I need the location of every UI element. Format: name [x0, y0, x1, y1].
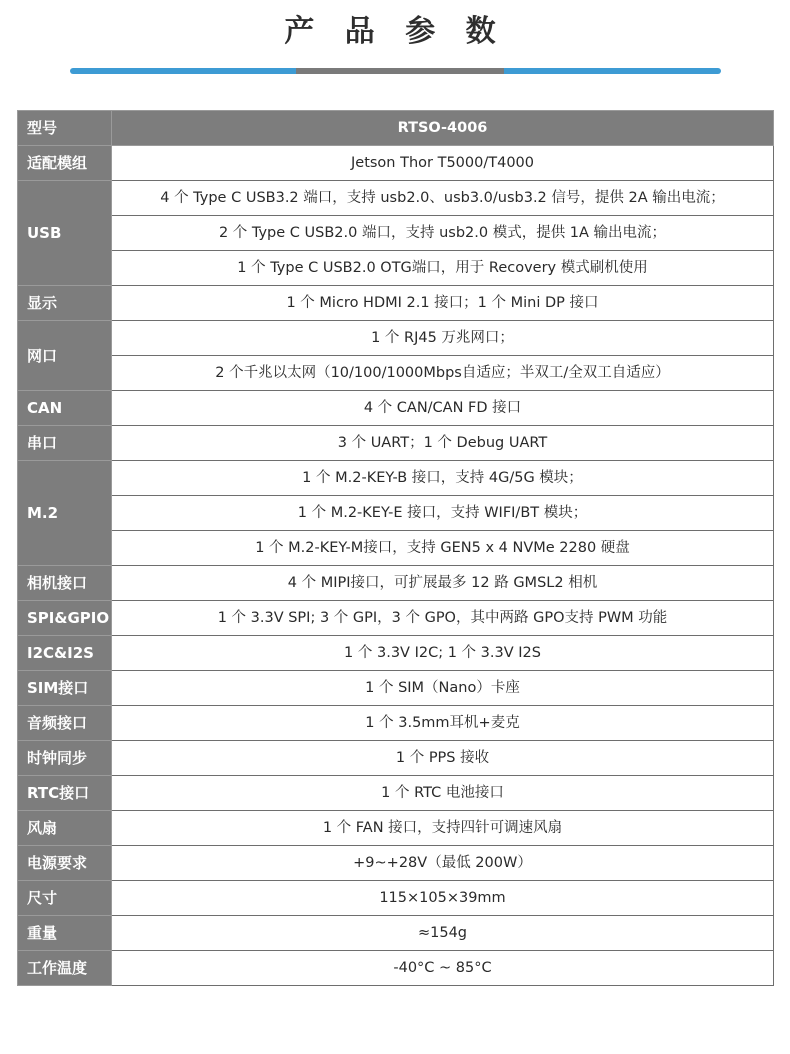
spec-value: 1 个 M.2-KEY-B 接口，支持 4G/5G 模块； [112, 461, 774, 496]
spec-label: 工作温度 [18, 951, 112, 986]
spec-row [18, 531, 774, 566]
spec-value: 1 个 M.2-KEY-E 接口，支持 WIFI/BT 模块； [112, 496, 774, 531]
spec-row [18, 286, 774, 321]
spec-label: RTC接口 [18, 776, 112, 811]
spec-row [18, 146, 774, 181]
spec-row [18, 601, 774, 636]
spec-value: 1 个 3.3V I2C; 1 个 3.3V I2S [112, 636, 774, 671]
spec-row [18, 951, 774, 986]
spec-value: 2 个千兆以太网（10/100/1000Mbps自适应；半双工/全双工自适应） [112, 356, 774, 391]
spec-value: 3 个 UART；1 个 Debug UART [112, 426, 774, 461]
spec-value: 4 个 CAN/CAN FD 接口 [112, 391, 774, 426]
spec-label: 网口 [18, 321, 112, 391]
spec-row [18, 811, 774, 846]
spec-value: 4 个 MIPI接口，可扩展最多 12 路 GMSL2 相机 [112, 566, 774, 601]
spec-header-value: RTSO-4006 [112, 111, 774, 146]
spec-row [18, 391, 774, 426]
spec-label: 音频接口 [18, 706, 112, 741]
spec-row [18, 216, 774, 251]
spec-row [18, 181, 774, 216]
spec-row [18, 566, 774, 601]
spec-row [18, 881, 774, 916]
spec-row [18, 321, 774, 356]
spec-label: USB [18, 181, 112, 286]
spec-value: ≈154g [112, 916, 774, 951]
spec-label: 适配模组 [18, 146, 112, 181]
spec-value: 1 个 3.5mm耳机+麦克 [112, 706, 774, 741]
spec-value: 4 个 Type C USB3.2 端口，支持 usb2.0、usb3.0/usb3.2 信号，提供 2A 输出电流； [112, 181, 774, 216]
spec-value: 1 个 3.3V SPI; 3 个 GPI，3 个 GPO，其中两路 GPO支持 PWM 功能 [112, 601, 774, 636]
title-underline-left [70, 68, 296, 74]
spec-row [18, 916, 774, 951]
spec-label: SIM接口 [18, 671, 112, 706]
spec-row [18, 426, 774, 461]
spec-row [18, 461, 774, 496]
spec-label: 显示 [18, 286, 112, 321]
spec-header-row [18, 111, 774, 146]
spec-row [18, 496, 774, 531]
spec-row [18, 671, 774, 706]
spec-value: 1 个 SIM（Nano）卡座 [112, 671, 774, 706]
spec-value: 2 个 Type C USB2.0 端口，支持 usb2.0 模式，提供 1A 输出电流； [112, 216, 774, 251]
spec-label: 时钟同步 [18, 741, 112, 776]
spec-label: SPI&GPIO [18, 601, 112, 636]
spec-table [17, 110, 774, 986]
spec-label: CAN [18, 391, 112, 426]
spec-value: Jetson Thor T5000/T4000 [112, 146, 774, 181]
spec-value: 1 个 Type C USB2.0 OTG端口，用于 Recovery 模式刷机使用 [112, 251, 774, 286]
spec-label: M.2 [18, 461, 112, 566]
spec-value: 1 个 RJ45 万兆网口； [112, 321, 774, 356]
title-underline-right [504, 68, 721, 74]
spec-row [18, 636, 774, 671]
spec-value: 1 个 RTC 电池接口 [112, 776, 774, 811]
spec-row [18, 356, 774, 391]
page-title: 产 品 参 数 [284, 14, 506, 49]
title-underline-center [296, 68, 504, 74]
spec-label: 相机接口 [18, 566, 112, 601]
spec-header-label: 型号 [18, 111, 112, 146]
spec-label: 电源要求 [18, 846, 112, 881]
spec-value: 1 个 PPS 接收 [112, 741, 774, 776]
spec-label: I2C&I2S [18, 636, 112, 671]
spec-row [18, 776, 774, 811]
spec-value: 115×105×39mm [112, 881, 774, 916]
spec-row [18, 846, 774, 881]
spec-value: 1 个 Micro HDMI 2.1 接口；1 个 Mini DP 接口 [112, 286, 774, 321]
spec-row [18, 741, 774, 776]
spec-value: +9~+28V（最低 200W） [112, 846, 774, 881]
spec-label: 重量 [18, 916, 112, 951]
spec-value: 1 个 M.2-KEY-M接口，支持 GEN5 x 4 NVMe 2280 硬盘 [112, 531, 774, 566]
spec-label: 串口 [18, 426, 112, 461]
spec-row [18, 706, 774, 741]
spec-label: 尺寸 [18, 881, 112, 916]
spec-value: -40°C ~ 85°C [112, 951, 774, 986]
spec-row [18, 251, 774, 286]
spec-value: 1 个 FAN 接口，支持四针可调速风扇 [112, 811, 774, 846]
spec-label: 风扇 [18, 811, 112, 846]
